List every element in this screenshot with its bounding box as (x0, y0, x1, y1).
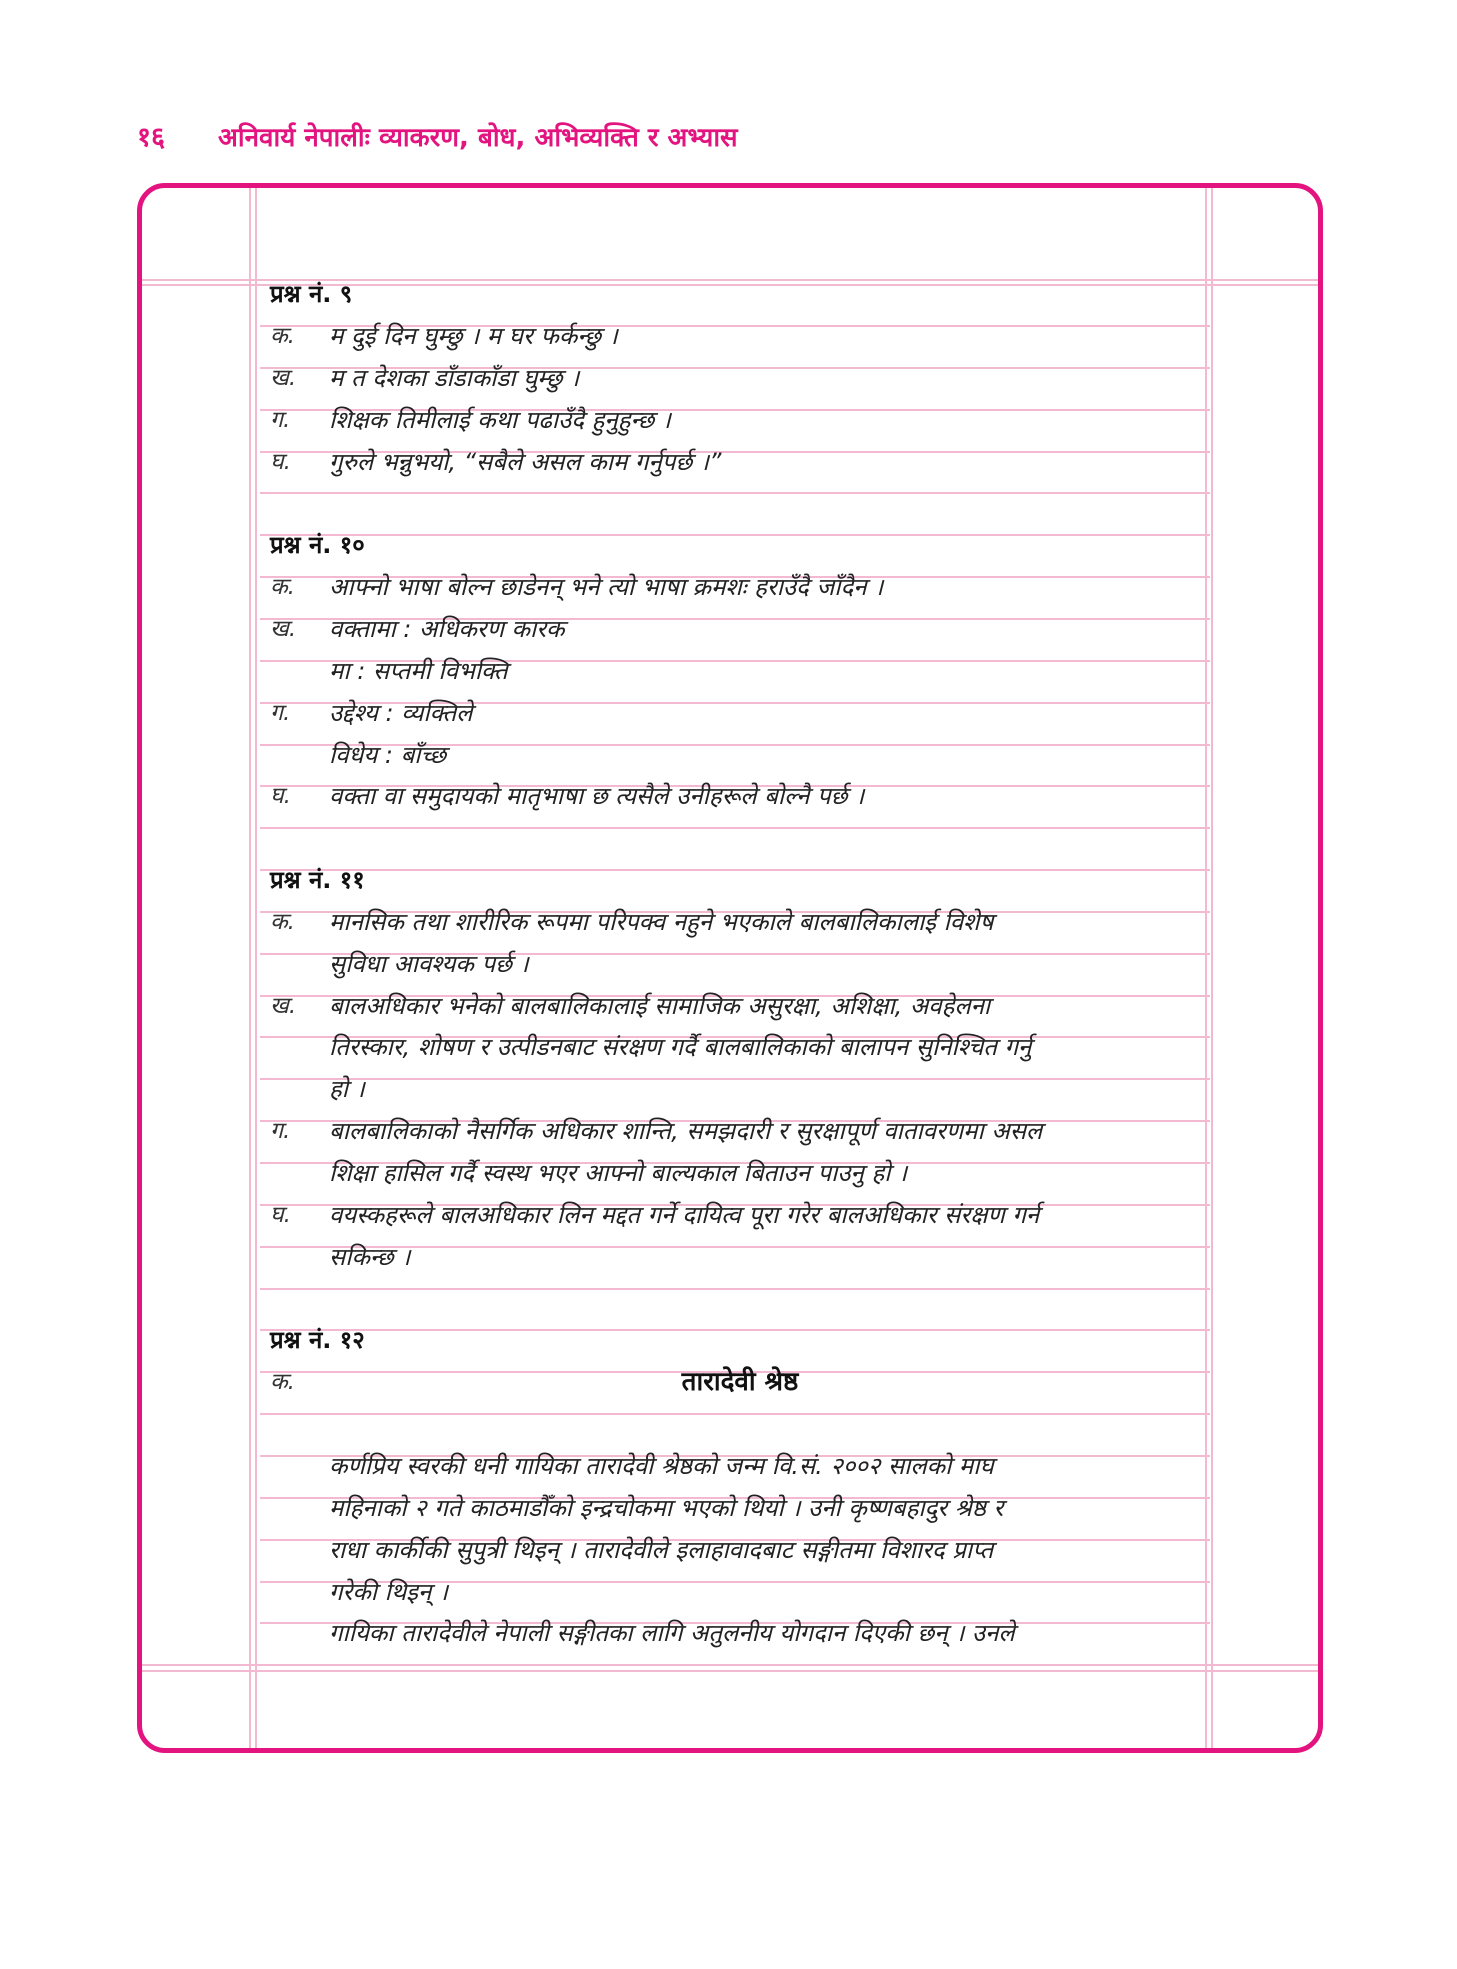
answer-line (270, 905, 1210, 939)
item-label: ग. (270, 699, 291, 726)
bio-title: तारादेवी श्रेष्ठ (681, 1367, 799, 1398)
answer-text: वक्ता वा समुदायको मातृभाषा छ त्यसैले उनीहरूले बोल्नै पर्छ । (329, 782, 865, 811)
answer-text: बालअधिकार भनेको बालबालिकालाई सामाजिक असुरक्षा, अशिक्षा, अवहेलना (329, 991, 991, 1020)
answer-line (270, 738, 1210, 772)
paragraph-line (270, 1491, 1210, 1525)
book-title: अनिवार्य नेपालीः व्याकरण, बोध, अभिव्यक्ति र अभ्यास (218, 123, 738, 153)
answer-line (270, 361, 1210, 395)
answer-line (270, 403, 1210, 437)
item-label: ख. (270, 992, 297, 1019)
ruled-line (260, 1288, 1210, 1290)
answer-line (270, 445, 1210, 479)
item-label: घ. (270, 448, 291, 475)
item-label: ख. (270, 615, 297, 642)
item-label: ख. (270, 364, 297, 391)
answer-text: शिक्षक तिमीलाई कथा पढाउँदै हुनुहुन्छ । (329, 405, 671, 434)
question-heading: प्रश्न नं. ११ (270, 866, 365, 895)
paragraph-line (270, 1533, 1210, 1567)
paragraph-line (270, 1616, 1210, 1650)
answer-text: सकिन्छ । (329, 1242, 411, 1271)
answer-text: मानसिक तथा शारीरिक रूपमा परिपक्व नहुने भएकाले बालबालिकालाई विशेष (329, 907, 994, 936)
item-label: क. (270, 574, 295, 601)
answer-text: आफ्नो भाषा बोल्न छाडेनन् भने त्यो भाषा क्रमशः हराउँदै जाँदैन । (329, 573, 884, 602)
answer-text: म दुई दिन घुम्छु । म घर फर्कन्छु । (329, 322, 618, 350)
question-heading-row (270, 863, 1210, 897)
answer-line (270, 1198, 1210, 1232)
ruled-line (260, 827, 1210, 829)
answer-line (270, 1030, 1210, 1064)
answer-line (270, 947, 1210, 981)
question-heading: प्रश्न नं. १२ (270, 1326, 365, 1355)
item-label: ग. (270, 1118, 291, 1145)
answer-line (270, 319, 1210, 353)
answer-line (270, 570, 1210, 604)
answer-text: हो । (329, 1075, 365, 1104)
answer-line (270, 989, 1210, 1023)
paragraph-line (270, 1575, 1210, 1609)
answer-line (270, 1240, 1210, 1274)
bottom-margin-line (142, 1670, 1318, 1672)
answer-line (270, 1156, 1210, 1190)
item-label: क. (270, 908, 295, 935)
page-number: १६ (137, 122, 166, 153)
left-margin-line (249, 188, 251, 1748)
answer-line (270, 1114, 1210, 1148)
question-heading: प्रश्न नं. १० (270, 531, 365, 560)
answer-text: गुरुले भन्नुभयो, “सबैले असल काम गर्नुपर्छ ।” (329, 447, 722, 476)
item-label: घ. (270, 1201, 291, 1228)
answer-text: मा : सप्तमी विभक्ति (329, 656, 508, 685)
question-heading-row (270, 277, 1210, 311)
notebook-page-frame (137, 183, 1323, 1753)
paragraph-text: कर्णप्रिय स्वरकी धनी गायिका तारादेवी श्रेष्ठको जन्म वि.सं. २००२ सालको माघ (329, 1451, 994, 1480)
answer-text: बालबालिकाको नैसर्गिक अधिकार शान्ति, समझदारी र सुरक्षापूर्ण वातावरणमा असल (329, 1117, 1043, 1146)
answer-line (270, 1072, 1210, 1106)
answer-text: म त देशका डाँडाकाँडा घुम्छु । (329, 363, 580, 392)
ruled-line (260, 1413, 1210, 1415)
answer-line (270, 612, 1210, 646)
item-label: क. (270, 323, 295, 349)
answer-line (270, 654, 1210, 688)
answer-text: सुविधा आवश्यक पर्छ । (329, 949, 529, 978)
bio-title-row (270, 1365, 1210, 1399)
right-margin-line (1211, 188, 1213, 1748)
ruled-line (260, 492, 1210, 494)
paragraph-text: गायिका तारादेवीले नेपाली सङ्गीतका लागि अतुलनीय योगदान दिएकी छन् । उनले (329, 1619, 1015, 1648)
paragraph-text: गरेकी थिइन् । (329, 1577, 448, 1606)
item-label: ग. (270, 406, 291, 433)
question-heading-row (270, 528, 1210, 562)
item-label: घ. (270, 783, 291, 810)
left-margin-line (255, 188, 257, 1748)
bottom-margin-line (142, 1664, 1318, 1666)
item-label: क. (270, 1369, 295, 1396)
paragraph-text: महिनाको २ गते काठमाडौँको इन्द्रचोकमा भएको थियो । उनी कृष्णबहादुर श्रेष्ठ र (329, 1493, 1004, 1522)
question-heading-row (270, 1323, 1210, 1357)
answer-line (270, 779, 1210, 813)
answer-text: विधेय : बाँच्छ (329, 740, 447, 769)
answer-text: वयस्कहरूले बालअधिकार लिन मद्दत गर्ने दायित्व पूरा गरेर बालअधिकार संरक्षण गर्न (329, 1200, 1040, 1229)
answer-text: शिक्षा हासिल गर्दै स्वस्थ भएर आफ्नो बाल्यकाल बिताउन पाउनु हो । (329, 1159, 908, 1187)
paragraph-line (270, 1449, 1210, 1483)
paragraph-text: राधा कार्कीकी सुपुत्री थिइन् । तारादेवीले इलाहावादबाट सङ्गीतमा विशारद प्राप्त (329, 1535, 994, 1564)
answer-text: उद्देश्य : व्यक्तिले (329, 698, 473, 727)
answer-line (270, 696, 1210, 730)
answer-text: वक्तामा : अधिकरण कारक (329, 614, 565, 643)
question-heading: प्रश्न नं. ९ (270, 280, 353, 309)
answer-text: तिरस्कार, शोषण र उत्पीडनबाट संरक्षण गर्दै बालबालिकाको बालापन सुनिश्चित गर्नु (329, 1033, 1032, 1062)
